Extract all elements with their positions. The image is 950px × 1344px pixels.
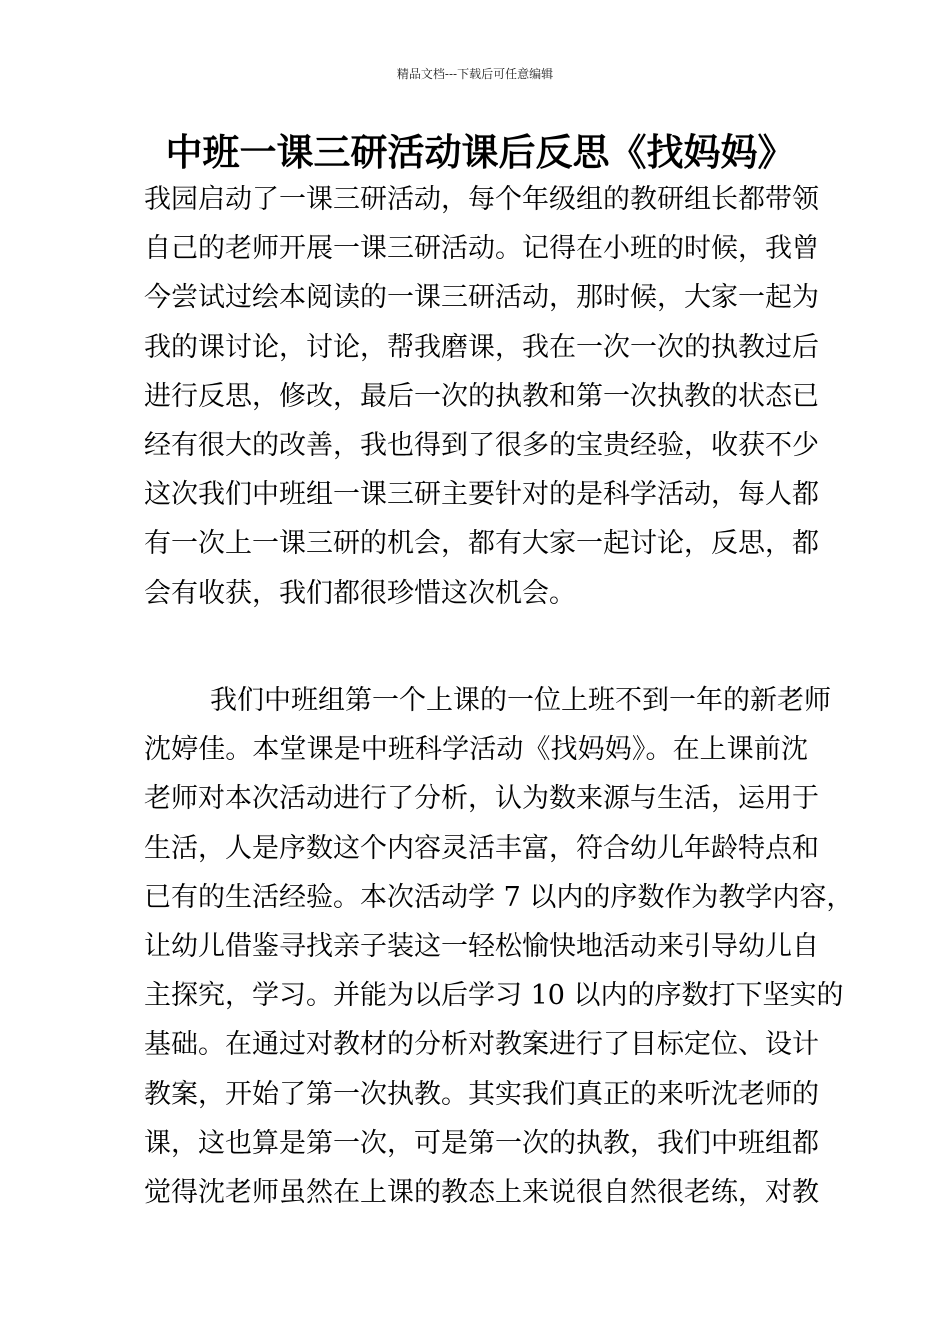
paragraph-line: 经有很大的改善，我也得到了很多的宝贵经验，收获不少 xyxy=(144,429,819,461)
paragraph-line: 会有收获，我们都很珍惜这次机会。 xyxy=(144,577,576,609)
paragraph-line: 今尝试过绘本阅读的一课三研活动，那时候，大家一起为 xyxy=(144,282,819,314)
paragraph-line: 生活，人是序数这个内容灵活丰富，符合幼儿年龄特点和 xyxy=(144,832,819,864)
header-note: 精品文档---下载后可任意编辑 xyxy=(396,67,554,81)
paragraph-2 xyxy=(144,676,854,1217)
paragraph-line: 老师对本次活动进行了分析，认为数来源与生活，运用于 xyxy=(144,783,819,815)
document-title: 中班一课三研活动课后反思《找妈妈》 xyxy=(165,131,795,174)
paragraph-line: 基础。在通过对教材的分析对教案进行了目标定位、设计 xyxy=(144,1029,819,1061)
paragraph-line: 这次我们中班组一课三研主要针对的是科学活动，每人都 xyxy=(144,479,819,511)
paragraph-line: 我们中班组第一个上课的一位上班不到一年的新老师 xyxy=(210,685,831,716)
paragraph-line: 进行反思，修改，最后一次的执教和第一次执教的状态已 xyxy=(144,380,819,412)
paragraph-line: 自己的老师开展一课三研活动。记得在小班的时候，我曾 xyxy=(144,233,819,265)
paragraph-line: 教案，开始了第一次执教。其实我们真正的来听沈老师的 xyxy=(144,1078,819,1110)
paragraph-line: 我园启动了一课三研活动，每个年级组的教研组长都带领 xyxy=(144,184,819,215)
paragraph-line: 已有的生活经验。本次活动学 7 以内的序数作为教学内容， xyxy=(144,881,854,913)
paragraph-line: 有一次上一课三研的机会，都有大家一起讨论，反思，都 xyxy=(144,528,819,560)
paragraph-1 xyxy=(144,175,819,618)
paragraph-line: 沈婷佳。本堂课是中班科学活动《找妈妈》。在上课前沈 xyxy=(144,734,808,766)
paragraph-line: 课，这也算是第一次，可是第一次的执教，我们中班组都 xyxy=(144,1127,819,1159)
paragraph-line: 觉得沈老师虽然在上课的教态上来说很自然很老练，对教 xyxy=(144,1176,819,1208)
paragraph-line: 我的课讨论，讨论，帮我磨课，我在一次一次的执教过后 xyxy=(144,331,819,363)
paragraph-line: 让幼儿借鉴寻找亲子装这一轻松愉快地活动来引导幼儿自 xyxy=(144,930,819,962)
paragraph-line: 主探究，学习。并能为以后学习 10 以内的序数打下坚实的 xyxy=(144,980,844,1012)
